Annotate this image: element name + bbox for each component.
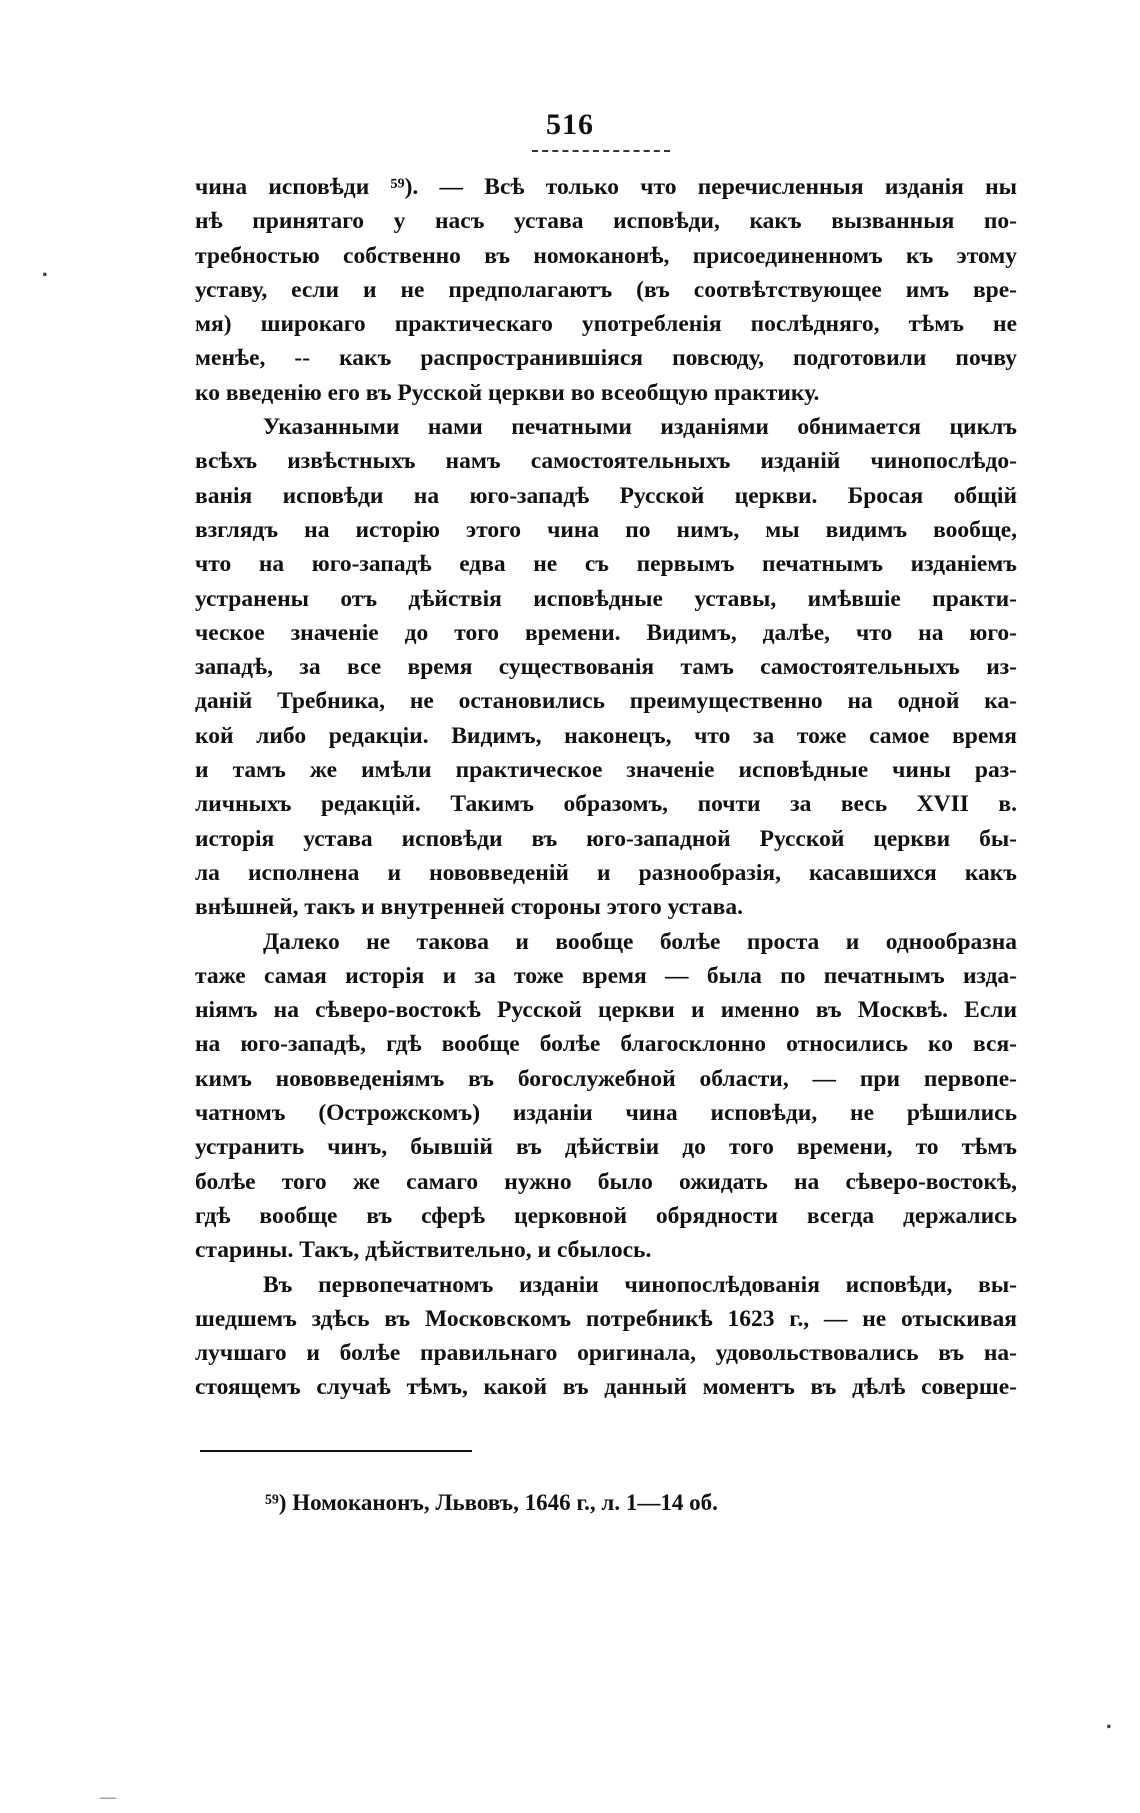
text-line: всѣхъ извѣстныхъ намъ самостоятельныхъ изданій чинопослѣдо-: [195, 448, 1017, 475]
text-line: старины. Такъ, дѣйствительно, и сбылось.: [195, 1237, 652, 1264]
text-line: стоящемъ случаѣ тѣмъ, какой въ данный моментъ въ дѣлѣ соверше-: [195, 1374, 1017, 1401]
text-line: кимъ нововведеніямъ въ богослужебной области, — при первопе-: [195, 1065, 1017, 1092]
text-line: внѣшней, такъ и внутренней стороны этого устава.: [195, 894, 743, 921]
margin-speck: •: [42, 267, 48, 284]
text-line: ческое значеніе до того времени. Видимъ, далѣе, что на юго-: [195, 619, 1017, 646]
text-line: исторія устава исповѣди въ юго-западной Русской церкви бы-: [195, 825, 1017, 852]
margin-speck: •: [1106, 1719, 1112, 1736]
text-line: ко введенію его въ Русской церкви во всеобщую практику.: [195, 379, 820, 406]
text-line: Далеко не такова и вообще болѣе проста и однообразна: [263, 928, 1017, 955]
page-number: 516: [546, 108, 594, 141]
text-line: личныхъ редакцій. Такимъ образомъ, почти за весь XVII в.: [195, 791, 1017, 818]
text-line: взглядъ на исторію этого чина по нимъ, мы видимъ вообще,: [195, 516, 1017, 543]
text-line: требностью собственно въ номоканонѣ, присоединенномъ къ этому: [195, 242, 1017, 269]
text-line: болѣе того же самаго нужно было ожидать на сѣверо-востокѣ,: [195, 1168, 1017, 1195]
text-line: западѣ, за все время существованія тамъ самостоятельныхъ из-: [195, 654, 1017, 681]
text-line: таже самая исторія и за тоже время — была по печатнымъ изда-: [195, 962, 1017, 989]
text-line: ла исполнена и нововведеній и разнообразія, касавшихся какъ: [195, 859, 1017, 886]
text-line: гдѣ вообще въ сферѣ церковной обрядности всегда держались: [195, 1202, 1017, 1229]
text-line: Въ первопечатномъ изданіи чинопослѣдованія исповѣди, вы-: [263, 1271, 1017, 1298]
text-line: на юго-западѣ, гдѣ вообще болѣе благосклонно относились ко вся-: [195, 1031, 1017, 1058]
text-line: Указанными нами печатными изданіями обнимается циклъ: [263, 414, 1017, 441]
page-number-rule: [532, 150, 670, 152]
text-line: ніямъ на сѣверо-востокѣ Русской церкви и именно въ Москвѣ. Если: [195, 997, 1017, 1024]
text-line: мя) широкаго практическаго употребленія послѣдняго, тѣмъ не: [195, 311, 1017, 338]
footnote: ⁵⁹) Номоканонъ, Львовъ, 1646 г., л. 1—14 об.: [265, 1490, 718, 1515]
text-line: что на юго-западѣ едва не съ первымъ печатнымъ изданіемъ: [195, 551, 1017, 578]
text-line: кой либо редакціи. Видимъ, наконецъ, что за тоже самое время: [195, 722, 1017, 749]
footnote-rule: [200, 1450, 472, 1452]
body-text: [195, 170, 1017, 1405]
text-line: нѣ принятаго у насъ устава исповѣди, какъ вызванныя по-: [195, 208, 1017, 235]
text-line: и тамъ же имѣли практическое значеніе исповѣдные чины раз-: [195, 757, 1017, 784]
text-line: устранить чинъ, бывшій въ дѣйствіи до того времени, то тѣмъ: [195, 1134, 1017, 1161]
text-line: лучшаго и болѣе правильнаго оригинала, удовольствовались въ на-: [195, 1340, 1017, 1367]
text-line: уставу, если и не предполагаютъ (въ соотвѣтствующее имъ вре-: [195, 276, 1017, 303]
text-line: чина исповѣди ⁵⁹). — Всѣ только что перечисленныя изданія ны: [195, 174, 1017, 200]
text-line: ванія исповѣди на юго-западѣ Русской церкви. Бросая общій: [195, 482, 1017, 509]
margin-speck: —: [100, 1789, 116, 1806]
text-line: менѣе, -- какъ распространившіяся повсюду, подготовили почву: [195, 345, 1017, 372]
text-line: устранены отъ дѣйствія исповѣдные уставы, имѣвшіе практи-: [195, 585, 1017, 612]
text-line: чатномъ (Острожскомъ) изданіи чина исповѣди, не рѣшились: [195, 1100, 1017, 1127]
text-line: шедшемъ здѣсь въ Московскомъ потребникѣ 1623 г., — не отыскивая: [195, 1305, 1017, 1332]
text-line: даній Требника, не остановились преимущественно на одной ка-: [195, 688, 1017, 715]
